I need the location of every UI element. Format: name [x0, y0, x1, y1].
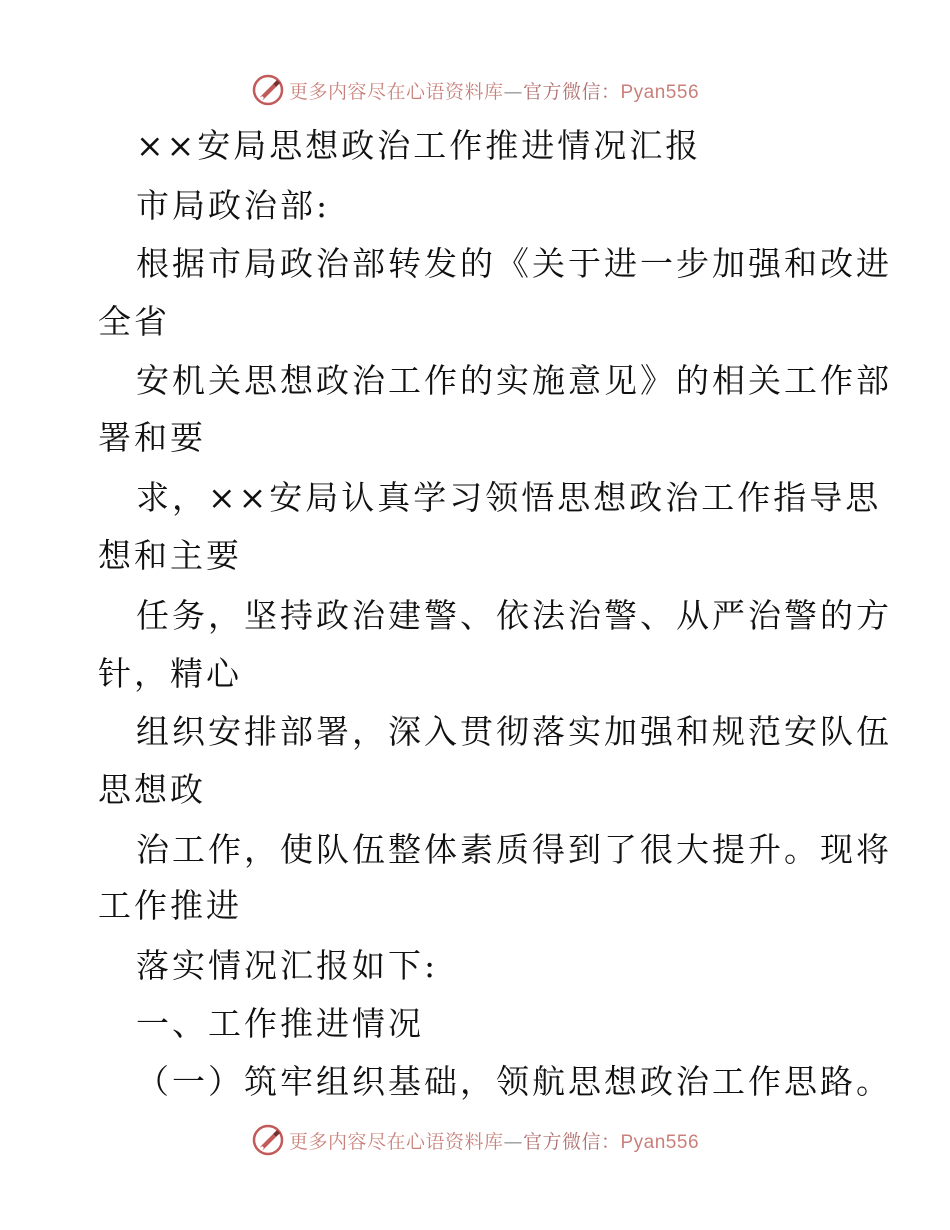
watermark-text: [289, 1127, 699, 1154]
watermark-main: 更多内容尽在心语资料库: [288, 1130, 504, 1153]
paragraph-line: 思想政: [98, 770, 206, 809]
document-title: ××安局思想政治工作推进情况汇报: [136, 126, 702, 165]
paragraph-line: 根据市局政治部转发的《关于进一步加强和改进: [136, 244, 892, 283]
paragraph-line: 治工作，使队伍整体素质得到了很大提升。现将: [136, 830, 892, 869]
watermark-main: 更多内容尽在心语资料库: [288, 80, 504, 103]
watermark-official: 官方微信：: [522, 80, 621, 103]
pen-logo-icon: [251, 1123, 285, 1157]
paragraph-line: 安机关思想政治工作的实施意见》的相关工作部: [136, 361, 892, 400]
watermark-id: Pyan556: [620, 81, 700, 103]
salutation: 市局政治部:: [136, 186, 331, 225]
watermark-footer: [0, 1120, 950, 1160]
paragraph-line: 想和主要: [98, 536, 242, 575]
watermark-id: Pyan556: [620, 1131, 700, 1153]
subsection-heading: （一）筑牢组织基础，领航思想政治工作思路。: [136, 1062, 892, 1101]
paragraph-line: 落实情况汇报如下:: [136, 946, 439, 985]
watermark-dash: —: [503, 80, 523, 103]
watermark-dash: —: [503, 1130, 523, 1153]
section-heading: 一、工作推进情况: [136, 1004, 424, 1043]
paragraph-line: 组织安排部署，深入贯彻落实加强和规范安队伍: [136, 712, 892, 751]
paragraph-line: 任务，坚持政治建警、依法治警、从严治警的方: [136, 596, 892, 635]
paragraph-line: 求，××安局认真学习领悟思想政治工作指导思: [136, 478, 882, 517]
paragraph-line: 针，精心: [98, 654, 242, 693]
paragraph-line: 全省: [98, 302, 170, 341]
paragraph-line: 工作推进: [98, 886, 242, 925]
paragraph-line: 署和要: [98, 418, 206, 457]
watermark-official: 官方微信：: [522, 1130, 621, 1153]
